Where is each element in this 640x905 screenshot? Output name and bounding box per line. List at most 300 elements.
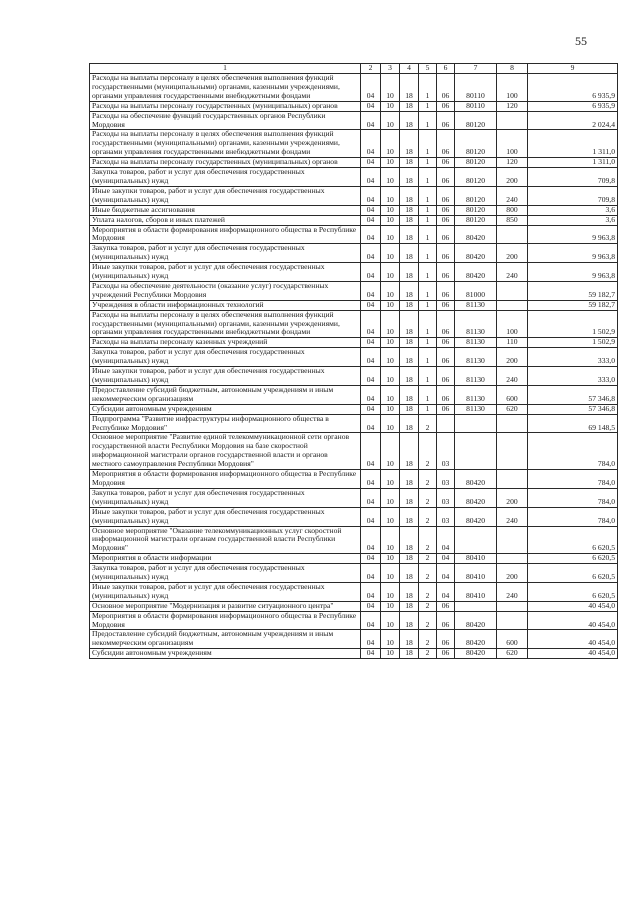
- expense-name: Иные закупки товаров, работ и услуг для обеспечения государственных (муниципальных) нужд: [90, 263, 361, 282]
- program-code: 18: [400, 582, 419, 601]
- table-row: [90, 564, 618, 583]
- program-code: 18: [400, 225, 419, 244]
- direction-code: 81130: [455, 338, 497, 348]
- expense-name: Мероприятия в области формирования информационного общества в Республике Мордовия: [90, 225, 361, 244]
- activity-code: 04: [437, 564, 455, 583]
- section-code: 04: [361, 74, 381, 102]
- amount: 709,8: [528, 168, 618, 187]
- table-row: [90, 507, 618, 526]
- table-row: [90, 348, 618, 367]
- expense-name: Подпрограмма "Развитие инфраструктуры информационного общества в Республике Мордовия": [90, 414, 361, 433]
- activity-code: 06: [437, 404, 455, 414]
- expense-type-code: 600: [497, 630, 528, 649]
- subprogram-code: 1: [419, 186, 437, 205]
- program-code: 18: [400, 130, 419, 158]
- activity-code: 06: [437, 310, 455, 338]
- activity-code: 06: [437, 186, 455, 205]
- direction-code: 81130: [455, 385, 497, 404]
- amount: 2 024,4: [528, 111, 618, 130]
- direction-code: 81000: [455, 281, 497, 300]
- activity-code: 06: [437, 348, 455, 367]
- program-code: 18: [400, 507, 419, 526]
- table-row: [90, 263, 618, 282]
- column-header: 9: [528, 64, 618, 74]
- activity-code: 06: [437, 158, 455, 168]
- program-code: 18: [400, 158, 419, 168]
- activity-code: 06: [437, 281, 455, 300]
- expense-type-code: 200: [497, 244, 528, 263]
- activity-code: 06: [437, 611, 455, 630]
- expense-type-code: 100: [497, 130, 528, 158]
- direction-code: 80420: [455, 225, 497, 244]
- amount: 1 502,9: [528, 310, 618, 338]
- subprogram-code: 2: [419, 630, 437, 649]
- table-row: [90, 611, 618, 630]
- direction-code: 80410: [455, 564, 497, 583]
- program-code: 18: [400, 404, 419, 414]
- subprogram-code: 1: [419, 310, 437, 338]
- expense-name: Расходы на выплаты персоналу в целях обеспечения выполнения функций государственными (муниципальными) органами, казенными учреждениями, органами управления государственными внебюджетными фондами: [90, 74, 361, 102]
- amount: 59 182,7: [528, 281, 618, 300]
- amount: 6 935,9: [528, 74, 618, 102]
- expense-name: Расходы на выплаты персоналу государственных (муниципальных) органов: [90, 101, 361, 111]
- amount: 3,6: [528, 205, 618, 215]
- expense-type-code: [497, 433, 528, 470]
- table-row: [90, 225, 618, 244]
- subprogram-code: 1: [419, 281, 437, 300]
- table-row: [90, 281, 618, 300]
- expense-type-code: 240: [497, 507, 528, 526]
- table-row: [90, 168, 618, 187]
- section-code: 04: [361, 611, 381, 630]
- subprogram-code: 1: [419, 367, 437, 386]
- subsection-code: 10: [381, 470, 400, 489]
- section-code: 04: [361, 130, 381, 158]
- expense-name: Закупка товаров, работ и услуг для обеспечения государственных (муниципальных) нужд: [90, 488, 361, 507]
- section-code: 04: [361, 111, 381, 130]
- subprogram-code: 2: [419, 649, 437, 659]
- subsection-code: 10: [381, 601, 400, 611]
- expense-type-code: 850: [497, 215, 528, 225]
- program-code: 18: [400, 263, 419, 282]
- direction-code: 80420: [455, 649, 497, 659]
- subsection-code: 10: [381, 526, 400, 554]
- subprogram-code: 2: [419, 582, 437, 601]
- activity-code: 06: [437, 649, 455, 659]
- subsection-code: 10: [381, 205, 400, 215]
- direction-code: 80420: [455, 488, 497, 507]
- section-code: 04: [361, 168, 381, 187]
- activity-code: 06: [437, 111, 455, 130]
- activity-code: 06: [437, 263, 455, 282]
- direction-code: 80420: [455, 630, 497, 649]
- table-row: [90, 630, 618, 649]
- subsection-code: 10: [381, 611, 400, 630]
- activity-code: 06: [437, 205, 455, 215]
- table-row: [90, 74, 618, 102]
- program-code: 18: [400, 244, 419, 263]
- section-code: 04: [361, 649, 381, 659]
- program-code: 18: [400, 300, 419, 310]
- expense-type-code: 200: [497, 564, 528, 583]
- column-header: 7: [455, 64, 497, 74]
- expense-name: Иные закупки товаров, работ и услуг для обеспечения государственных (муниципальных) нужд: [90, 186, 361, 205]
- direction-code: 80120: [455, 186, 497, 205]
- amount: 6 935,9: [528, 101, 618, 111]
- subsection-code: 10: [381, 186, 400, 205]
- activity-code: 06: [437, 225, 455, 244]
- direction-code: [455, 601, 497, 611]
- subsection-code: 10: [381, 338, 400, 348]
- subprogram-code: 1: [419, 205, 437, 215]
- table-row: [90, 215, 618, 225]
- direction-code: 80120: [455, 158, 497, 168]
- subprogram-code: 1: [419, 338, 437, 348]
- budget-table: [89, 63, 618, 659]
- table-row: [90, 526, 618, 554]
- activity-code: 06: [437, 130, 455, 158]
- column-header: 1: [90, 64, 361, 74]
- section-code: 04: [361, 263, 381, 282]
- amount: 57 346,8: [528, 385, 618, 404]
- subsection-code: 10: [381, 168, 400, 187]
- amount: 1 311,0: [528, 130, 618, 158]
- section-code: 04: [361, 281, 381, 300]
- table-row: [90, 205, 618, 215]
- expense-name: Предоставление субсидий бюджетным, автономным учреждениям и иным некоммерческим организациям: [90, 630, 361, 649]
- amount: 69 148,5: [528, 414, 618, 433]
- activity-code: 04: [437, 554, 455, 564]
- expense-name: Закупка товаров, работ и услуг для обеспечения государственных (муниципальных) нужд: [90, 168, 361, 187]
- expense-type-code: [497, 470, 528, 489]
- subprogram-code: 1: [419, 168, 437, 187]
- section-code: 04: [361, 554, 381, 564]
- expense-type-code: [497, 225, 528, 244]
- amount: 40 454,0: [528, 601, 618, 611]
- direction-code: 80420: [455, 263, 497, 282]
- expense-type-code: 620: [497, 404, 528, 414]
- amount: 6 620,5: [528, 554, 618, 564]
- expense-name: Уплата налогов, сборов и иных платежей: [90, 215, 361, 225]
- table-row: [90, 601, 618, 611]
- subsection-code: 10: [381, 74, 400, 102]
- subsection-code: 10: [381, 130, 400, 158]
- expense-type-code: 120: [497, 158, 528, 168]
- direction-code: 80110: [455, 74, 497, 102]
- table-row: [90, 414, 618, 433]
- section-code: 04: [361, 526, 381, 554]
- table-row: [90, 158, 618, 168]
- activity-code: 06: [437, 101, 455, 111]
- amount: 6 620,5: [528, 582, 618, 601]
- section-code: 04: [361, 630, 381, 649]
- expense-type-code: 240: [497, 263, 528, 282]
- expense-type-code: 120: [497, 101, 528, 111]
- section-code: 04: [361, 404, 381, 414]
- subprogram-code: 2: [419, 601, 437, 611]
- amount: 333,0: [528, 348, 618, 367]
- expense-type-code: 200: [497, 488, 528, 507]
- program-code: 18: [400, 101, 419, 111]
- activity-code: 06: [437, 338, 455, 348]
- expense-name: Расходы на выплаты персоналу казенных учреждений: [90, 338, 361, 348]
- subsection-code: 10: [381, 281, 400, 300]
- table-row: [90, 300, 618, 310]
- expense-type-code: 200: [497, 168, 528, 187]
- subprogram-code: 1: [419, 348, 437, 367]
- direction-code: 81130: [455, 404, 497, 414]
- section-code: 04: [361, 338, 381, 348]
- amount: 784,0: [528, 507, 618, 526]
- column-header: 8: [497, 64, 528, 74]
- table-row: [90, 488, 618, 507]
- table-row: [90, 649, 618, 659]
- program-code: 18: [400, 367, 419, 386]
- subsection-code: 10: [381, 158, 400, 168]
- expense-name: Мероприятия в области формирования информационного общества в Республике Мордовия: [90, 611, 361, 630]
- expense-type-code: 240: [497, 582, 528, 601]
- subsection-code: 10: [381, 414, 400, 433]
- expense-name: Расходы на выплаты персоналу государственных (муниципальных) органов: [90, 158, 361, 168]
- amount: 1 311,0: [528, 158, 618, 168]
- subprogram-code: 1: [419, 385, 437, 404]
- subsection-code: 10: [381, 244, 400, 263]
- amount: 709,8: [528, 186, 618, 205]
- expense-type-code: [497, 300, 528, 310]
- program-code: 18: [400, 215, 419, 225]
- subprogram-code: 2: [419, 488, 437, 507]
- subsection-code: 10: [381, 101, 400, 111]
- table-row: [90, 130, 618, 158]
- program-code: 18: [400, 611, 419, 630]
- section-code: 04: [361, 225, 381, 244]
- expense-name: Закупка товаров, работ и услуг для обеспечения государственных (муниципальных) нужд: [90, 564, 361, 583]
- table-row: [90, 433, 618, 470]
- subsection-code: 10: [381, 367, 400, 386]
- table-row: [90, 244, 618, 263]
- subsection-code: 10: [381, 225, 400, 244]
- activity-code: 06: [437, 630, 455, 649]
- expense-name: Основное мероприятие "Оказание телекоммуникационных услуг скоростной информационной магистрали органам государственной власти Республики Мордовия": [90, 526, 361, 554]
- program-code: 18: [400, 186, 419, 205]
- activity-code: 06: [437, 215, 455, 225]
- expense-name: Закупка товаров, работ и услуг для обеспечения государственных (муниципальных) нужд: [90, 348, 361, 367]
- activity-code: 03: [437, 433, 455, 470]
- section-code: 04: [361, 564, 381, 583]
- section-code: 04: [361, 186, 381, 205]
- expense-name: Расходы на обеспечение деятельности (оказание услуг) государственных учреждений Республики Мордовия: [90, 281, 361, 300]
- expense-type-code: [497, 111, 528, 130]
- amount: 6 620,5: [528, 564, 618, 583]
- program-code: 18: [400, 554, 419, 564]
- amount: 57 346,8: [528, 404, 618, 414]
- expense-name: Основное мероприятие "Модернизация и развитие ситуационного центра": [90, 601, 361, 611]
- program-code: 18: [400, 310, 419, 338]
- amount: 1 502,9: [528, 338, 618, 348]
- section-code: 04: [361, 385, 381, 404]
- direction-code: 80410: [455, 582, 497, 601]
- section-code: 04: [361, 215, 381, 225]
- direction-code: 80120: [455, 205, 497, 215]
- subprogram-code: 1: [419, 130, 437, 158]
- amount: 6 620,5: [528, 526, 618, 554]
- expense-name: Основное мероприятие "Развитие единой телекоммуникационной сети органов государственной власти Республики Мордовия на базе скоростной информационной магистрали органов государственной власти и органов местного самоуправления Республики Мордовия": [90, 433, 361, 470]
- direction-code: 80120: [455, 130, 497, 158]
- section-code: 04: [361, 414, 381, 433]
- amount: 9 963,8: [528, 244, 618, 263]
- subsection-code: 10: [381, 111, 400, 130]
- subprogram-code: 2: [419, 564, 437, 583]
- section-code: 04: [361, 470, 381, 489]
- activity-code: 06: [437, 385, 455, 404]
- direction-code: 80420: [455, 244, 497, 263]
- table-row: [90, 101, 618, 111]
- expense-name: Субсидии автономным учреждениям: [90, 649, 361, 659]
- expense-type-code: 800: [497, 205, 528, 215]
- expense-type-code: [497, 414, 528, 433]
- expense-name: Иные закупки товаров, работ и услуг для обеспечения государственных (муниципальных) нужд: [90, 582, 361, 601]
- subsection-code: 10: [381, 564, 400, 583]
- subsection-code: 10: [381, 385, 400, 404]
- column-header: 6: [437, 64, 455, 74]
- subsection-code: 10: [381, 554, 400, 564]
- direction-code: 81130: [455, 367, 497, 386]
- subprogram-code: 2: [419, 433, 437, 470]
- expense-type-code: 240: [497, 186, 528, 205]
- amount: 40 454,0: [528, 630, 618, 649]
- section-code: 04: [361, 158, 381, 168]
- program-code: 18: [400, 74, 419, 102]
- table-row: [90, 582, 618, 601]
- table-row: [90, 367, 618, 386]
- amount: 333,0: [528, 367, 618, 386]
- direction-code: [455, 414, 497, 433]
- program-code: 18: [400, 564, 419, 583]
- expense-name: Иные закупки товаров, работ и услуг для обеспечения государственных (муниципальных) нужд: [90, 367, 361, 386]
- program-code: 18: [400, 414, 419, 433]
- expense-type-code: 200: [497, 348, 528, 367]
- program-code: 18: [400, 526, 419, 554]
- activity-code: 04: [437, 582, 455, 601]
- direction-code: 80110: [455, 101, 497, 111]
- subsection-code: 10: [381, 348, 400, 367]
- section-code: 04: [361, 300, 381, 310]
- amount: 784,0: [528, 488, 618, 507]
- program-code: 18: [400, 338, 419, 348]
- expense-type-code: 100: [497, 310, 528, 338]
- section-code: 04: [361, 310, 381, 338]
- table-row: [90, 186, 618, 205]
- section-code: 04: [361, 101, 381, 111]
- direction-code: 80120: [455, 168, 497, 187]
- expense-name: Мероприятия в области информации: [90, 554, 361, 564]
- subsection-code: 10: [381, 433, 400, 470]
- program-code: 18: [400, 601, 419, 611]
- column-header: 5: [419, 64, 437, 74]
- subprogram-code: 1: [419, 215, 437, 225]
- direction-code: 80120: [455, 111, 497, 130]
- program-code: 18: [400, 111, 419, 130]
- subsection-code: 10: [381, 215, 400, 225]
- column-header: 3: [381, 64, 400, 74]
- page-number: 55: [575, 34, 587, 48]
- section-code: 04: [361, 488, 381, 507]
- expense-name: Закупка товаров, работ и услуг для обеспечения государственных (муниципальных) нужд: [90, 244, 361, 263]
- table-row: [90, 338, 618, 348]
- direction-code: [455, 433, 497, 470]
- program-code: 18: [400, 470, 419, 489]
- expense-type-code: [497, 526, 528, 554]
- activity-code: 03: [437, 470, 455, 489]
- subprogram-code: 1: [419, 404, 437, 414]
- program-code: 18: [400, 385, 419, 404]
- activity-code: 06: [437, 168, 455, 187]
- activity-code: 06: [437, 601, 455, 611]
- subprogram-code: 2: [419, 414, 437, 433]
- program-code: 18: [400, 488, 419, 507]
- amount: 9 963,8: [528, 263, 618, 282]
- subprogram-code: 1: [419, 101, 437, 111]
- subprogram-code: 1: [419, 158, 437, 168]
- subprogram-code: 2: [419, 526, 437, 554]
- table-row: [90, 111, 618, 130]
- subsection-code: 10: [381, 630, 400, 649]
- program-code: 18: [400, 205, 419, 215]
- amount: 40 454,0: [528, 611, 618, 630]
- expense-type-code: 240: [497, 367, 528, 386]
- subprogram-code: 1: [419, 244, 437, 263]
- amount: 59 182,7: [528, 300, 618, 310]
- expense-type-code: 100: [497, 74, 528, 102]
- direction-code: 80120: [455, 215, 497, 225]
- expense-name: Расходы на обеспечение функций государственных органов Республики Мордовия: [90, 111, 361, 130]
- expense-name: Иные закупки товаров, работ и услуг для обеспечения государственных (муниципальных) нужд: [90, 507, 361, 526]
- expense-name: Расходы на выплаты персоналу в целях обеспечения выполнения функций государственными (муниципальными) органами, казенными учреждениями, органами управления государственными внебюджетными фондами: [90, 310, 361, 338]
- section-code: 04: [361, 244, 381, 263]
- direction-code: 80420: [455, 507, 497, 526]
- subprogram-code: 2: [419, 470, 437, 489]
- activity-code: 06: [437, 300, 455, 310]
- expense-type-code: 600: [497, 385, 528, 404]
- section-code: 04: [361, 507, 381, 526]
- direction-code: 81130: [455, 300, 497, 310]
- section-code: 04: [361, 433, 381, 470]
- column-header: 4: [400, 64, 419, 74]
- subsection-code: 10: [381, 582, 400, 601]
- subprogram-code: 1: [419, 300, 437, 310]
- table-row: [90, 554, 618, 564]
- expense-name: Учреждения в области информационных технологий: [90, 300, 361, 310]
- subprogram-code: 2: [419, 507, 437, 526]
- amount: 784,0: [528, 433, 618, 470]
- activity-code: 06: [437, 74, 455, 102]
- direction-code: 81130: [455, 348, 497, 367]
- program-code: 18: [400, 433, 419, 470]
- subprogram-code: 1: [419, 263, 437, 282]
- expense-type-code: [497, 554, 528, 564]
- expense-name: Субсидии автономным учреждениям: [90, 404, 361, 414]
- table-row: [90, 310, 618, 338]
- expense-type-code: 110: [497, 338, 528, 348]
- amount: 784,0: [528, 470, 618, 489]
- activity-code: 03: [437, 507, 455, 526]
- section-code: 04: [361, 601, 381, 611]
- table-row: [90, 385, 618, 404]
- subprogram-code: 1: [419, 74, 437, 102]
- direction-code: 80410: [455, 554, 497, 564]
- direction-code: [455, 526, 497, 554]
- column-header: 2: [361, 64, 381, 74]
